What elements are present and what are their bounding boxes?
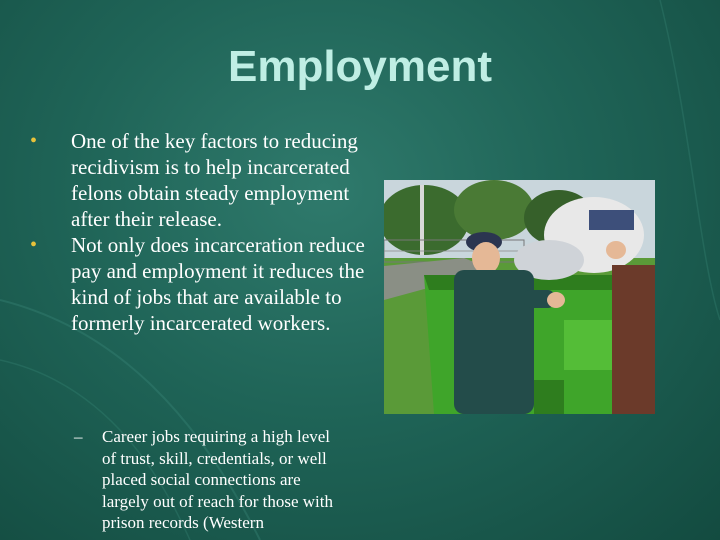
dash-icon: – — [74, 427, 83, 446]
bullet-icon: • — [30, 234, 38, 256]
bullet-item — [30, 128, 370, 232]
bullet-list — [30, 128, 370, 336]
bullet-text: One of the key factors to reducing recidivism is to help incarcerated felons obtain steady employment after their release. — [71, 129, 358, 231]
sub-bullet-list — [74, 426, 344, 534]
bullet-text: Not only does incarceration reduce pay and employment it reduces the kind of jobs that are available to formerly incarcerated workers. — [71, 233, 365, 335]
sub-bullet-item — [74, 426, 344, 534]
bullet-icon: • — [30, 130, 38, 152]
sub-bullet-text: Career jobs requiring a high level of trust, skill, credentials, or well placed social connections are largely out of reach for those with prison records (Western — [102, 427, 334, 532]
slide-title: Employment — [227, 42, 493, 91]
workers-photo — [384, 180, 655, 414]
bullet-item — [30, 232, 370, 336]
